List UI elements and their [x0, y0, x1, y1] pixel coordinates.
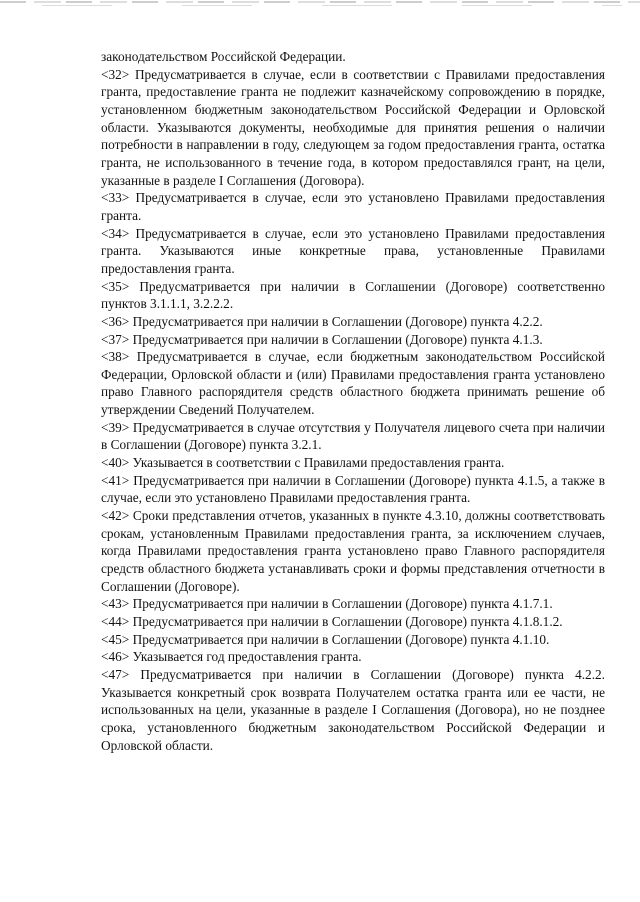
footnote-continuation: законодательством Российской Федерации. — [101, 49, 346, 64]
footnote-43: <43> Предусматривается при наличии в Соглашении (Договоре) пункта 4.1.7.1. — [101, 596, 553, 612]
footnote-45: <45> Предусматривается при наличии в Соглашении (Договоре) пункта 4.1.10. — [101, 631, 550, 647]
footnote-41: <41> Предусматривается при наличии в Соглашении (Договоре) пункта 4.1.5, а также в случае, если это установлено Правилами предоставления гранта. — [101, 472, 605, 506]
footnote-39: <39> Предусматривается в случае отсутствия у Получателя лицевого счета при наличии в Соглашении (Договоре) пункта 3.2.1. — [101, 419, 605, 453]
footnote-46: <46> Указывается год предоставления гранта. — [101, 649, 362, 665]
footnote-36: <36> Предусматривается при наличии в Соглашении (Договоре) пункта 4.2.2. — [101, 313, 543, 329]
scan-artifact-top — [0, 1, 640, 3]
footnotes-body — [101, 48, 605, 754]
footnote-42: <42> Сроки представления отчетов, указанных в пункте 4.3.10, должны соответствовать срокам, установленным Правилами предоставления гранта, за исключением случаев, когда Правилами предоставления гранта установлено право Главного распорядителя средств областного бюджета устанавливать сроки и формы представления отчетности в Соглашении (Договоре). — [101, 508, 605, 594]
footnote-37: <37> Предусматривается при наличии в Соглашении (Договоре) пункта 4.1.3. — [101, 331, 543, 347]
scan-artifact-top-faint — [2, 5, 622, 6]
footnote-33: <33> Предусматривается в случае, если это установлено Правилами предоставления гранта. — [101, 190, 605, 223]
footnote-32: <32> Предусматривается в случае, если в соответствии с Правилами предоставления гранта, предоставление гранта не подлежит казначейскому сопровождению в порядке, установленном бюджетным законодательством Российской Федерации и Орловской области. Указываются документы, необходимые для принятия решения о наличии потребности в направлении в году, следующем за годом предоставления гранта, остатка гранта, не использованного в течение года, в котором предоставлялся грант, на цели, указанные в разделе I Соглашения (Договора). — [101, 66, 605, 188]
footnote-34: <34> Предусматривается в случае, если это установлено Правилами предоставления гранта. Указываются иные конкретные права, установленные Правилами предоставления гранта. — [101, 225, 605, 276]
footnote-35: <35> Предусматривается при наличии в Соглашении (Договоре) соответственно пунктов 3.1.1.1, 3.2.2.2. — [101, 278, 605, 312]
footnote-40: <40> Указывается в соответствии с Правилами предоставления гранта. — [101, 455, 505, 471]
footnote-38: <38> Предусматривается в случае, если бюджетным законодательством Российской Федерации, Орловской области и (или) Правилами предоставления гранта установлено право Главного распорядителя средств областного бюджета принимать решение об утверждении Сведений Получателем. — [101, 349, 605, 418]
footnote-44: <44> Предусматривается при наличии в Соглашении (Договоре) пункта 4.1.8.1.2. — [101, 614, 563, 629]
footnote-47: <47> Предусматривается при наличии в Соглашении (Договоре) пункта 4.2.2. Указывается конкретный срок возврата Получателем остатка гранта или ее части, не использованных на цели, указанные в разделе I Соглашения (Договора), но не позднее срока, установленного бюджетным законодательством Российской Федерации и Орловской области. — [101, 666, 605, 753]
